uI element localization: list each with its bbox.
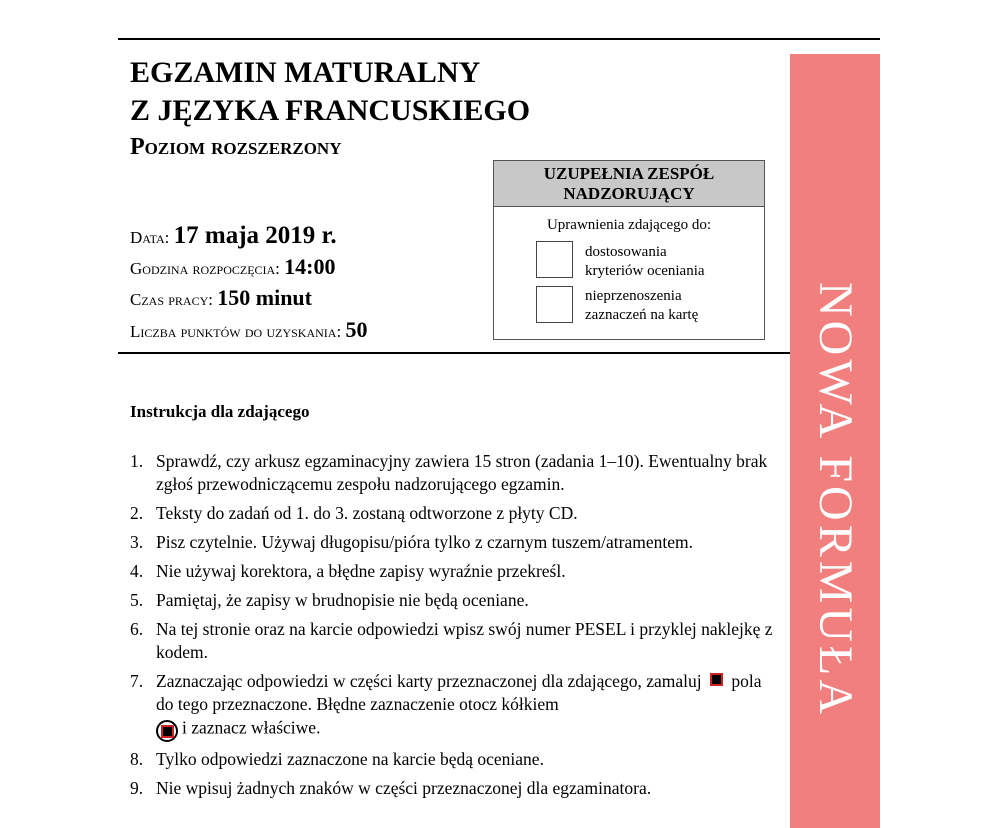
instruction-number: 5.: [130, 590, 144, 610]
instruction-number: 9.: [130, 778, 144, 798]
points-value: 50: [345, 317, 368, 342]
entitlements-label: Uprawnienia zdającego do:: [546, 217, 712, 233]
instruction-item: [130, 777, 780, 800]
exam-date: [130, 222, 337, 250]
instruction-item: [130, 618, 780, 664]
filled-square-icon: [161, 725, 174, 738]
instruction-text: Nie wpisuj żadnych znaków w części przeznaczonej dla egzaminatora.: [156, 778, 652, 798]
top-rule: [118, 38, 880, 40]
title-line-1: EGZAMIN MATURALNY: [130, 56, 481, 89]
instruction-text: Teksty do zadań od 1. do 3. zostaną odtworzone z płyty CD.: [156, 503, 578, 523]
supervisor-heading-line-1: UZUPEŁNIA ZESPÓŁ: [543, 164, 715, 183]
exam-level: Poziom rozszerzony: [130, 134, 342, 160]
instruction-text-a: Zaznaczając odpowiedzi w części karty przeznaczonej dla zdającego, zamaluj: [156, 671, 702, 691]
instruction-text: Na tej stronie oraz na karcie odpowiedzi wpisz swój numer PESEL i przyklej naklejkę z kodem.: [156, 619, 773, 662]
instruction-number: 2.: [130, 503, 144, 523]
instruction-number: 6.: [130, 619, 144, 639]
checkbox-no-transfer[interactable]: [536, 286, 573, 323]
option-1-line-2: kryteriów oceniania: [585, 263, 705, 279]
instructions-list: [130, 450, 780, 806]
option-1-line-1: dostosowania: [585, 244, 667, 260]
option-adjusted-criteria: [585, 243, 705, 281]
instruction-text: Nie używaj korektora, a błędne zapisy wyraźnie przekreśl.: [156, 561, 566, 581]
instruction-item: [130, 531, 780, 554]
instruction-text: Pamiętaj, że zapisy w brudnopisie nie będą oceniane.: [156, 590, 529, 610]
circled-square-icon: [156, 720, 178, 742]
date-label: Data:: [130, 228, 170, 247]
option-no-transfer: [585, 287, 698, 325]
filled-square-icon: [710, 673, 723, 686]
duration-label: Czas pracy:: [130, 290, 213, 309]
points-label: Liczba punktów do uzyskania:: [130, 322, 342, 341]
option-2-line-1: nieprzenoszenia: [585, 288, 682, 304]
instruction-number: 7.: [130, 671, 144, 691]
option-2-line-2: zaznaczeń na kartę: [585, 307, 699, 323]
supervisor-heading-line-2: NADZORUJĄCY: [563, 184, 695, 203]
instruction-item: [130, 589, 780, 612]
exam-title: [130, 54, 530, 130]
checkbox-adjusted-criteria[interactable]: [536, 241, 573, 278]
exam-points: [130, 317, 367, 343]
instruction-text-b: pola do tego przeznaczone. Błędne zaznaczenie otocz kółkiem: [156, 671, 762, 714]
instruction-text-c: i zaznacz właściwe.: [182, 717, 321, 738]
instruction-item: [130, 502, 780, 525]
instructions-title: Instrukcja dla zdającego: [130, 402, 310, 421]
instruction-number: 8.: [130, 749, 144, 769]
header-bottom-rule: [118, 352, 790, 354]
duration-value: 150 minut: [217, 285, 312, 310]
date-value: 17 maja 2019 r.: [173, 222, 337, 249]
exam-duration: [130, 285, 312, 311]
start-time-label: Godzina rozpoczęcia:: [130, 259, 280, 278]
supervisor-box-heading: [494, 161, 764, 207]
start-time-value: 14:00: [284, 254, 336, 279]
instruction-text: Sprawdź, czy arkusz egzaminacyjny zawiera 15 stron (zadania 1–10). Ewentualny brak zgłoś przewodniczącemu zespołu nadzorującego egzamin.: [156, 451, 768, 494]
title-line-2: Z JĘZYKA FRANCUSKIEGO: [130, 94, 531, 127]
instruction-item: [130, 670, 780, 742]
exam-start-time: [130, 254, 336, 280]
instruction-text: Pisz czytelnie. Używaj długopisu/pióra tylko z czarnym tuszem/atramentem.: [156, 532, 693, 552]
instruction-item: [130, 748, 780, 771]
instruction-item: [130, 450, 780, 496]
instruction-number: 4.: [130, 561, 144, 581]
supervisor-box: [493, 160, 765, 340]
instruction-text: Tylko odpowiedzi zaznaczone na karcie będą oceniane.: [156, 749, 544, 769]
instruction-item: [130, 560, 780, 583]
instruction-number: 1.: [130, 451, 144, 471]
sidebar-label: NOWA FORMUŁA: [809, 282, 862, 719]
nowa-formula-sidebar: [790, 54, 880, 828]
instruction-number: 3.: [130, 532, 144, 552]
